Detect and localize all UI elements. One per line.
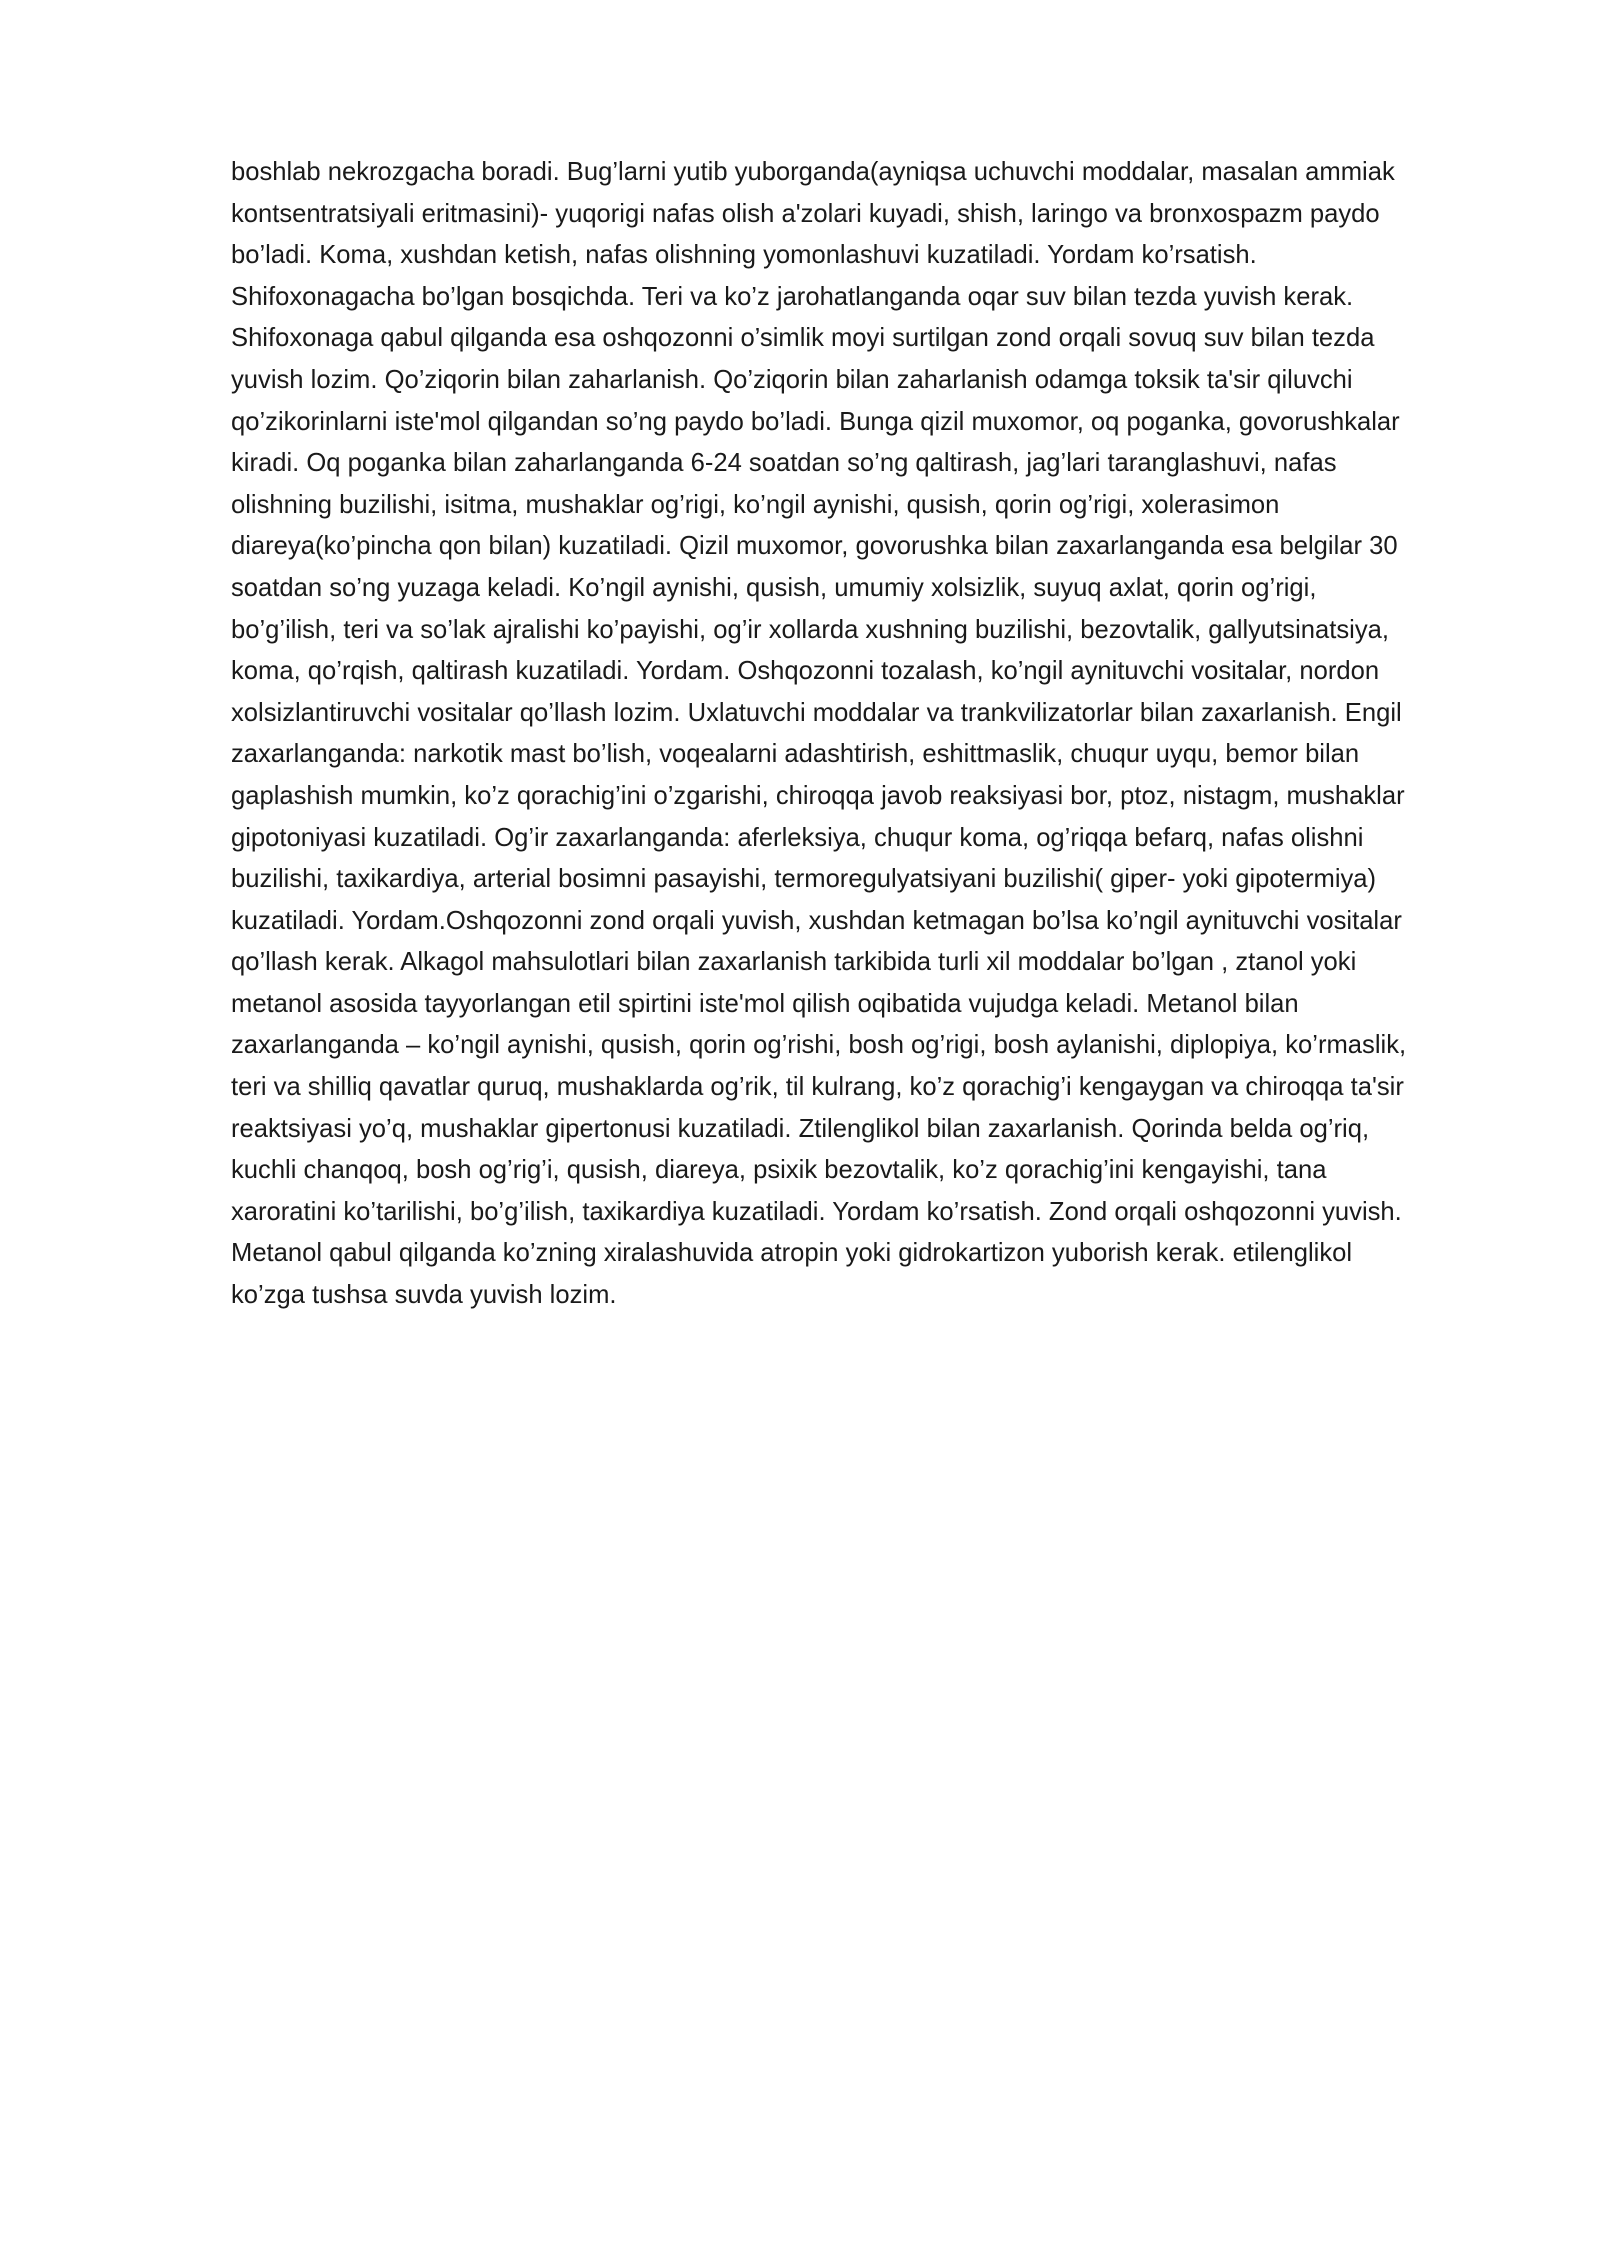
text-line: qo’llash kerak. Alkagol mahsulotlari bilan zaxarlanish tarkibida turli xil moddalar bo’lgan , ztanol yoki — [231, 948, 1357, 977]
text-line: teri va shilliq qavatlar quruq, mushaklarda og’rik, til kulrang, ko’z qorachig’i kengaygan va chiroqqa ta'sir — [231, 1073, 1404, 1102]
text-line: ko’zga tushsa suvda yuvish lozim. — [231, 1281, 617, 1310]
text-line: kuzatiladi. Yordam.Oshqozonni zond orqali yuvish, xushdan ketmagan bo’lsa ko’ngil aynituvchi vositalar — [231, 906, 1402, 935]
text-line: bo’ladi. Koma, xushdan ketish, nafas olishning yomonlashuvi kuzatiladi. Yordam ko’rsatish. — [231, 241, 1257, 270]
text-line: xaroratini ko’tarilishi, bo’g’ilish, taxikardiya kuzatiladi. Yordam ko’rsatish. Zond orqali oshqozonni yuvish. — [231, 1197, 1402, 1226]
body-paragraph — [231, 152, 1496, 1317]
text-line: zaxarlanganda: narkotik mast bo’lish, voqealarni adashtirish, eshittmaslik, chuqur uyqu, bemor bilan — [231, 740, 1360, 769]
text-line: zaxarlanganda – ko’ngil aynishi, qusish, qorin og’rishi, bosh og’rigi, bosh aylanishi, diplopiya, ko’rmaslik, — [231, 1031, 1407, 1060]
text-line: yuvish lozim. Qo’ziqorin bilan zaharlanish. Qo’ziqorin bilan zaharlanish odamga toksik ta'sir qiluvchi — [231, 365, 1353, 394]
text-line: kiradi. Oq poganka bilan zaharlanganda 6-24 soatdan so’ng qaltirash, jag’lari taranglashuvi, nafas — [231, 449, 1337, 478]
text-line: xolsizlantiruvchi vositalar qo’llash lozim. Uxlatuvchi moddalar va trankvilizatorlar bilan zaxarlanish. Engil — [231, 698, 1402, 727]
text-line: buzilishi, taxikardiya, arterial bosimni pasayishi, termoregulyatsiyani buzilishi( giper- yoki gipotermiya) — [231, 865, 1377, 894]
text-line: gaplashish mumkin, ko’z qorachig’ini o’zgarishi, chiroqqa javob reaksiyasi bor, ptoz, nistagm, mushaklar — [231, 781, 1405, 810]
text-line: Shifoxonaga qabul qilganda esa oshqozonni o’simlik moyi surtilgan zond orqali sovuq suv bilan tezda — [231, 324, 1375, 353]
text-line: Shifoxonagacha bo’lgan bosqichda. Teri va ko’z jarohatlanganda oqar suv bilan tezda yuvish kerak. — [231, 282, 1354, 311]
text-line: gipotoniyasi kuzatiladi. Og’ir zaxarlanganda: aferleksiya, chuqur koma, og’riqqa befarq, nafas olishni — [231, 823, 1364, 852]
text-line: kuchli chanqoq, bosh og’rig’i, qusish, diareya, psixik bezovtalik, ko’z qorachig’ini kengayishi, tana — [231, 1156, 1327, 1185]
text-line: metanol asosida tayyorlangan etil spirtini iste'mol qilish oqibatida vujudga keladi. Metanol bilan — [231, 989, 1299, 1018]
text-line: qo’zikorinlarni iste'mol qilgandan so’ng paydo bo’ladi. Bunga qizil muxomor, oq poganka, govorushkalar — [231, 407, 1400, 436]
text-line: soatdan so’ng yuzaga keladi. Ko’ngil aynishi, qusish, umumiy xolsizlik, suyuq axlat, qorin og’rigi, — [231, 573, 1317, 602]
text-line: olishning buzilishi, isitma, mushaklar og’rigi, ko’ngil aynishi, qusish, qorin og’rigi, xolerasimon — [231, 490, 1280, 519]
text-line: reaktsiyasi yo’q, mushaklar gipertonusi kuzatiladi. Ztilenglikol bilan zaxarlanish. Qorinda belda og’riq, — [231, 1114, 1370, 1143]
text-line: Metanol qabul qilganda ko’zning xiralashuvida atropin yoki gidrokartizon yuborish kerak. etilenglikol — [231, 1239, 1353, 1268]
text-line: boshlab nekrozgacha boradi. Bug’larni yutib yuborganda(ayniqsa uchuvchi moddalar, masalan ammiak — [231, 158, 1395, 186]
text-line: koma, qo’rqish, qaltirash kuzatiladi. Yordam. Oshqozonni tozalash, ko’ngil aynituvchi vositalar, nordon — [231, 657, 1380, 686]
text-line: diareya(ko’pincha qon bilan) kuzatiladi. Qizil muxomor, govorushka bilan zaxarlanganda esa belgilar 30 — [231, 532, 1398, 561]
text-line: kontsentratsiyali eritmasini)- yuqorigi nafas olish a'zolari kuyadi, shish, laringo va bronxospazm paydo — [231, 199, 1380, 228]
text-line: bo’g’ilish, teri va so’lak ajralishi ko’payishi, og’ir xollarda xushning buzilishi, bezovtalik, gallyutsinatsiya, — [231, 615, 1389, 644]
